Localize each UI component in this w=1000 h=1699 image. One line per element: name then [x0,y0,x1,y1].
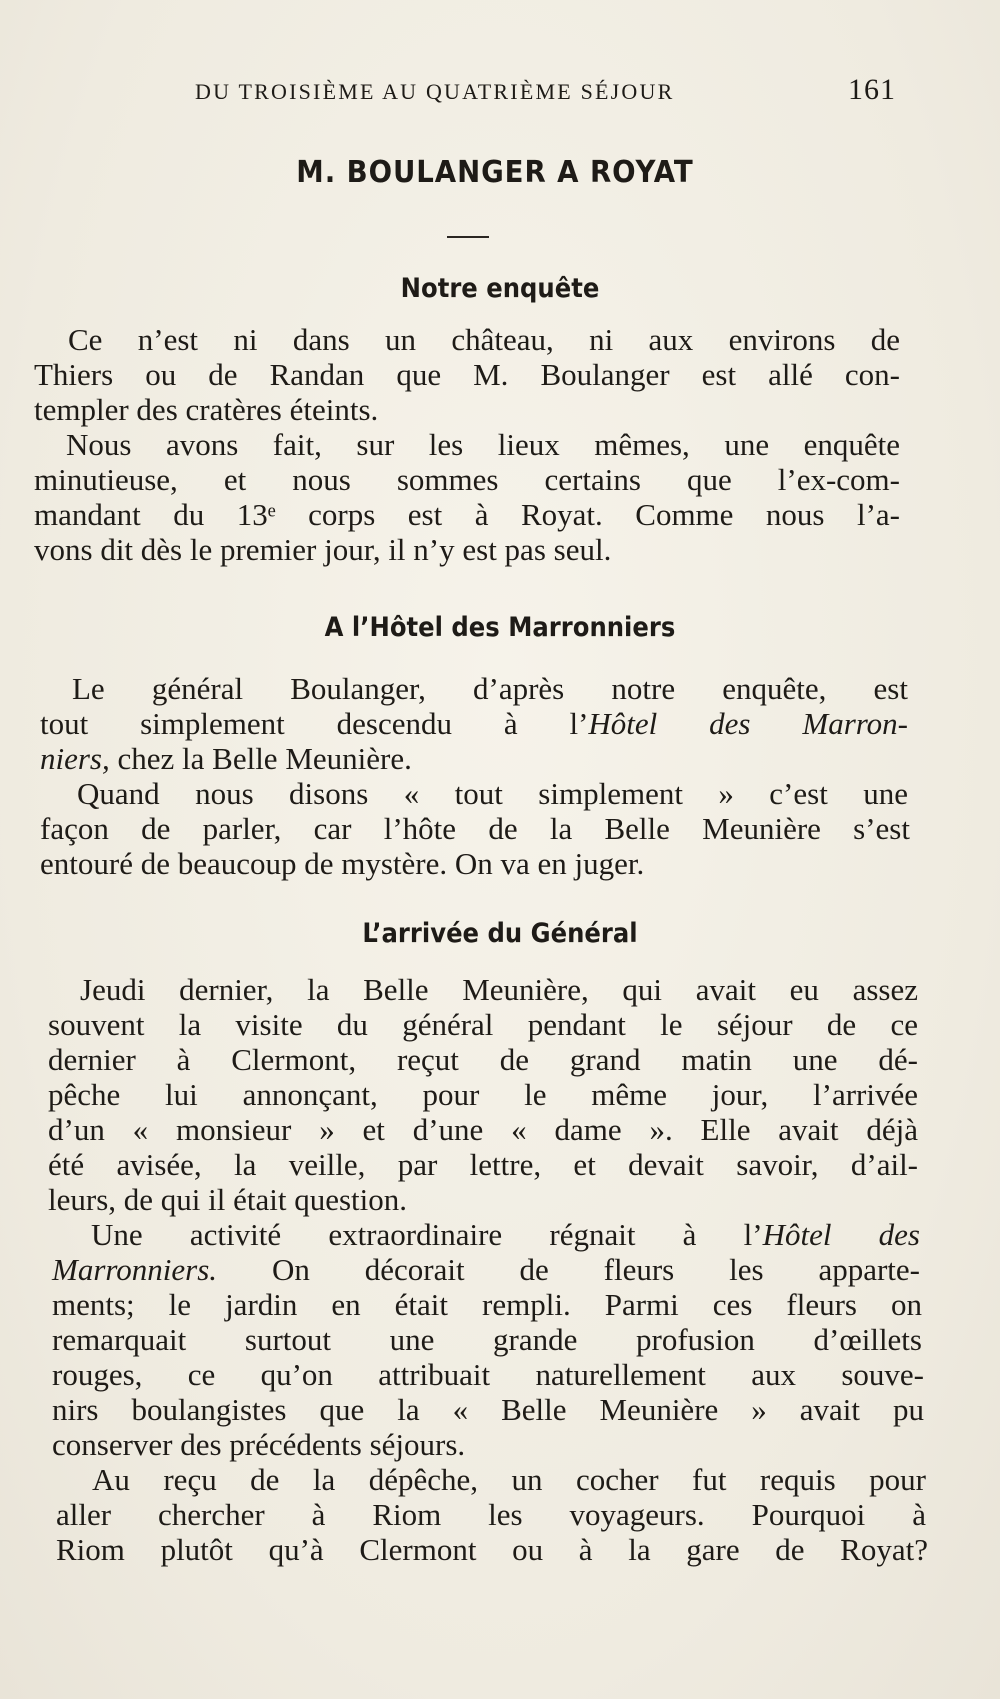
paragraph-line: été avisée, la veille, par lettre, et devait savoir, d’ail- [48,1147,918,1182]
hotel-name-italic: Hôtel des Marron- [588,706,908,741]
paragraph-line: Le général Boulanger, d’après notre enquête, est [72,671,908,706]
paragraph-line [91,1217,920,1253]
paragraph-line [40,741,908,777]
paragraph-line: Quand nous disons « tout simplement » c’est une [77,776,908,811]
text-run: tout simplement descendu à l’ [40,706,589,741]
section-heading-hotel-des-marronniers: A l’Hôtel des Marronniers [324,612,676,643]
paragraph-line: Riom plutôt qu’à Clermont ou à la gare de Royat? [56,1532,928,1567]
paragraph-line: Jeudi dernier, la Belle Meunière, qui avait eu assez [80,972,918,1007]
hotel-name-italic: Marronniers. [52,1252,218,1287]
paragraph-line: nirs boulangistes que la « Belle Meunière » avait pu [52,1392,924,1427]
paragraph-line: Nous avons fait, sur les lieux mêmes, une enquête [66,427,900,462]
paragraph-line: leurs, de qui il était question. [48,1182,408,1217]
hotel-name-italic: niers, [40,741,110,776]
paragraph-line: remarquait surtout une grande profusion d’œillets [52,1322,922,1357]
running-head-title: DU TROISIÈME AU QUATRIÈME SÉJOUR [195,79,675,104]
paragraph-line: souvent la visite du général pendant le séjour de ce [48,1007,918,1042]
paragraph-line: mandant du 13ᵉ corps est à Royat. Comme nous l’a- [34,497,900,532]
paragraph-line: pêche lui annonçant, pour le même jour, l’arrivée [48,1077,918,1112]
chapter-title: M. BOULANGER A ROYAT [296,155,694,190]
paragraph-line: minutieuse, et nous sommes certains que l’ex-com- [34,462,900,497]
paragraph-line: ments; le jardin en était rempli. Parmi ces fleurs on [52,1287,922,1322]
text-run: Une activité extraordinaire régnait à l’ [91,1217,763,1252]
paragraph-line: Ce n’est ni dans un château, ni aux environs de [68,322,900,357]
paragraph-line [52,1252,920,1288]
paragraph-line: conserver des précédents séjours. [52,1427,466,1462]
text-run: On décorait de fleurs les apparte- [217,1252,920,1287]
paragraph-line: d’un « monsieur » et d’une « dame ». Elle avait déjà [48,1112,918,1147]
paragraph-line: dernier à Clermont, reçut de grand matin une dé- [48,1042,918,1077]
paragraph-line [40,706,908,742]
paragraph-line: façon de parler, car l’hôte de la Belle Meunière s’est [40,811,910,846]
paragraph-line: entouré de beaucoup de mystère. On va en juger. [40,846,645,881]
paragraph-line: Au reçu de la dépêche, un cocher fut requis pour [92,1462,926,1497]
paragraph-line: Thiers ou de Randan que M. Boulanger est allé con- [34,357,900,392]
paragraph-line: rouges, ce qu’on attribuait naturellement aux souve- [52,1357,924,1392]
section-heading-arrivee-du-general: L’arrivée du Général [362,918,638,949]
paragraph-line: aller chercher à Riom les voyageurs. Pourquoi à [56,1497,926,1532]
title-rule [447,236,489,238]
paragraph-line: templer des cratères éteints. [34,392,379,427]
page-number: 161 [848,73,896,106]
text-run: chez la Belle Meunière. [109,741,412,776]
running-head [0,73,1000,113]
paragraph-line: vons dit dès le premier jour, il n’y est pas seul. [34,532,612,567]
hotel-name-italic: Hôtel des [762,1217,920,1252]
section-heading-notre-enquete: Notre enquête [400,273,600,304]
